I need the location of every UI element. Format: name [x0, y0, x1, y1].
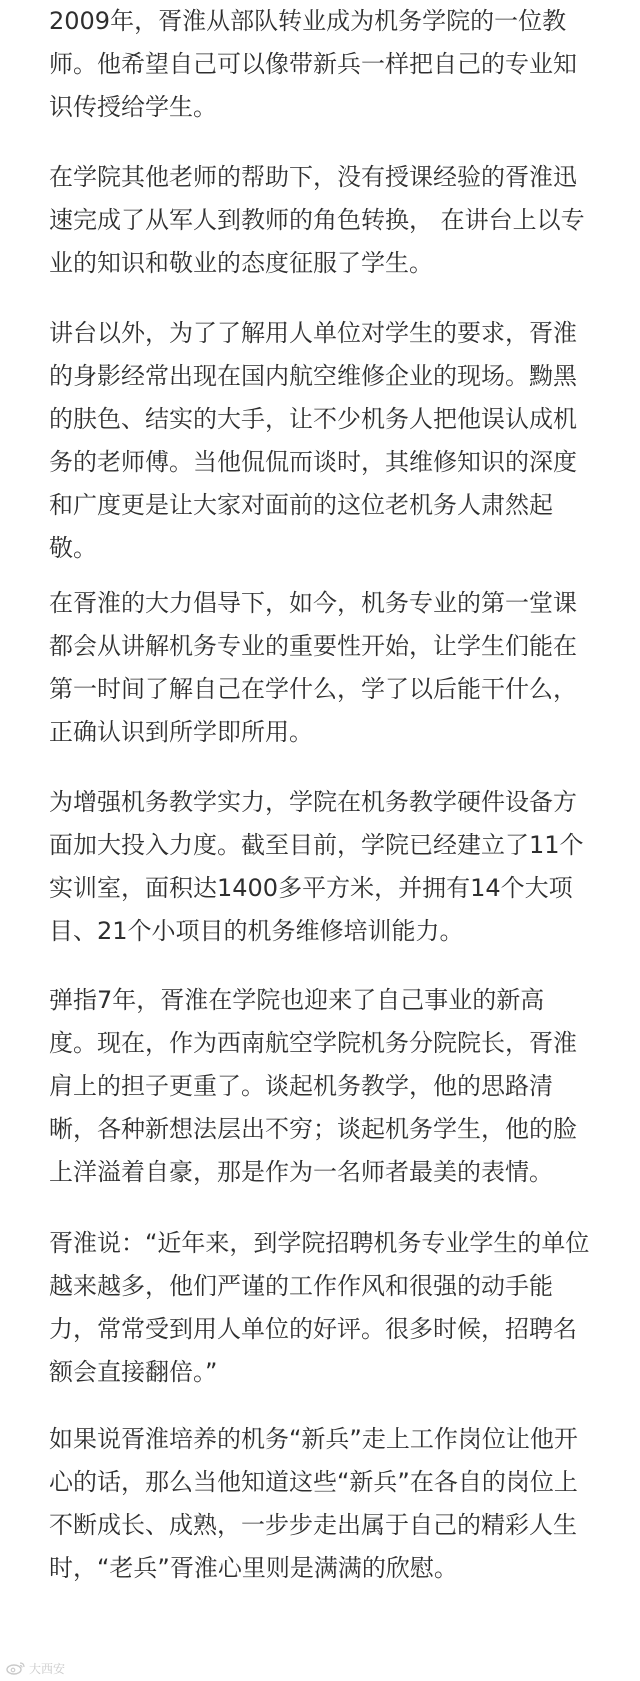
paragraph-line: 在学院其他老师的帮助下，没有授课经验的胥淮迅 — [49, 163, 577, 191]
paragraph-line: 不断成长、成熟，一步步走出属于自己的精彩人生 — [49, 1511, 577, 1539]
paragraph-line: 越来越多，他们严谨的工作作风和很强的动手能 — [49, 1272, 553, 1300]
paragraph-line: 面加大投入力度。截至目前，学院已经建立了11个 — [49, 831, 584, 859]
paragraph-line: 实训室，面积达1400多平方米，并拥有14个大项 — [49, 874, 573, 902]
paragraph-line: 度。现在，作为西南航空学院机务分院院长，胥淮 — [49, 1029, 577, 1057]
paragraph-line: 速完成了从军人到教师的角色转换， 在讲台上以专 — [49, 206, 585, 234]
paragraph-line: 时，“老兵”胥淮心里则是满满的欣慰。 — [49, 1554, 458, 1582]
paragraph-line: 和广度更是让大家对面前的这位老机务人肃然起 — [49, 491, 553, 519]
paragraph-line: 识传授给学生。 — [49, 93, 217, 121]
paragraph-line: 心的话，那么当他知道这些“新兵”在各自的岗位上 — [49, 1468, 578, 1496]
paragraph-line: 上洋溢着自豪，那是作为一名师者最美的表情。 — [49, 1158, 553, 1186]
paragraph-line: 业的知识和敬业的态度征服了学生。 — [49, 249, 433, 277]
paragraph-line: 敬。 — [49, 534, 97, 562]
watermark — [6, 1658, 65, 1678]
watermark-text: 大西安 — [29, 1661, 66, 1676]
paragraph-line: 额会直接翻倍。” — [49, 1358, 218, 1386]
paragraph-line: 的身影经常出现在国内航空维修企业的现场。黝黑 — [49, 362, 577, 390]
paragraph-line: 目、21个小项目的机务维修培训能力。 — [49, 917, 464, 945]
paragraph-line: 弹指7年，胥淮在学院也迎来了自己事业的新高 — [49, 986, 545, 1014]
paragraph-line: 为增强机务教学实力，学院在机务教学硬件设备方 — [49, 788, 577, 816]
paragraph-line: 讲台以外，为了了解用人单位对学生的要求，胥淮 — [49, 319, 577, 347]
paragraph-line: 肩上的担子更重了。谈起机务教学，他的思路清 — [49, 1072, 553, 1100]
paragraph-line: 的肤色、结实的大手，让不少机务人把他误认成机 — [49, 405, 577, 433]
paragraph — [49, 781, 609, 953]
paragraph-line: 务的老师傅。当他侃侃而谈时，其维修知识的深度 — [49, 448, 577, 476]
paragraph — [49, 0, 609, 129]
paragraph-line: 2009年，胥淮从部队转业成为机务学院的一位教 — [49, 7, 567, 35]
paragraph — [49, 979, 609, 1194]
paragraph — [49, 1418, 609, 1590]
paragraph — [49, 582, 609, 754]
paragraph-line: 在胥淮的大力倡导下，如今，机务专业的第一堂课 — [49, 589, 577, 617]
paragraph-line: 第一时间了解自己在学什么，学了以后能干什么， — [49, 675, 577, 703]
paragraph-line: 都会从讲解机务专业的重要性开始，让学生们能在 — [49, 632, 577, 660]
weibo-logo-icon — [6, 1661, 26, 1675]
paragraph-line: 正确认识到所学即所用。 — [49, 718, 313, 746]
paragraph — [49, 156, 609, 285]
paragraph-line: 力，常常受到用人单位的好评。很多时候，招聘名 — [49, 1315, 577, 1343]
paragraph-line: 如果说胥淮培养的机务“新兵”走上工作岗位让他开 — [49, 1425, 578, 1453]
paragraph-line: 师。他希望自己可以像带新兵一样把自己的专业知 — [49, 50, 577, 78]
paragraph-line: 晰，各种新想法层出不穷；谈起机务学生，他的脸 — [49, 1115, 577, 1143]
paragraph-line: 胥淮说：“近年来，到学院招聘机务专业学生的单位 — [49, 1229, 590, 1257]
paragraph — [49, 1222, 609, 1394]
paragraph — [49, 312, 609, 570]
